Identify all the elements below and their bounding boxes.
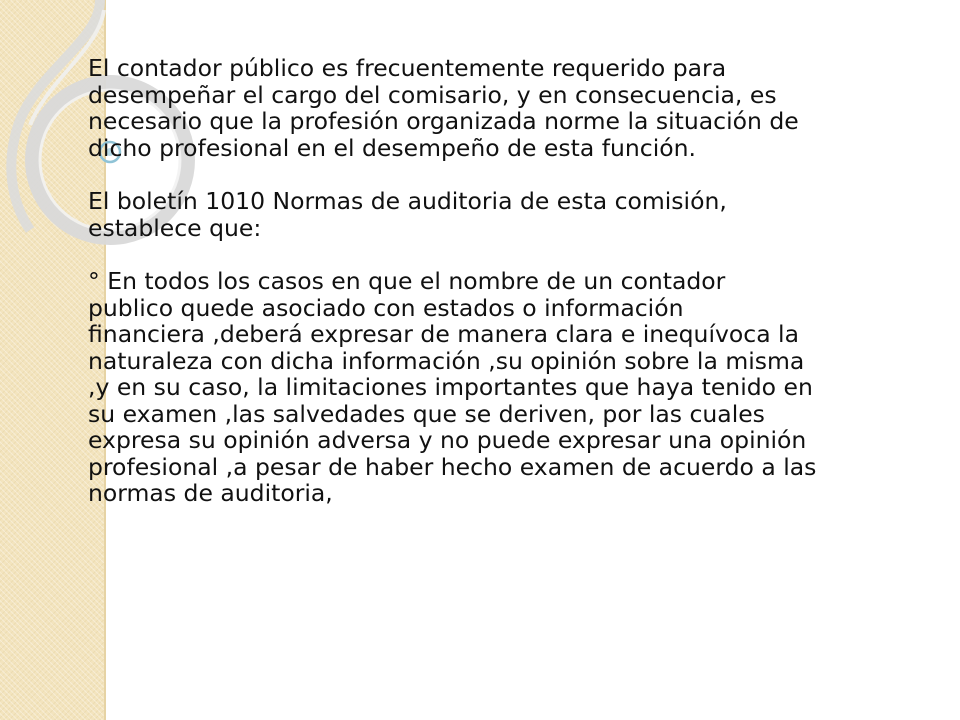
text-line: El boletín 1010 Normas de auditoria de esta comisión, <box>88 187 727 215</box>
text-line: establece que: <box>88 213 262 242</box>
paragraph-normas <box>88 268 938 507</box>
paragraph-boletin <box>88 188 938 241</box>
text-line: profesional ,a pesar de haber hecho examen de acuerdo a las <box>88 452 817 481</box>
text-line: financiera ,deberá expresar de manera clara e inequívoca la <box>88 320 799 348</box>
text-line: expresa su opinión adversa y no puede expresar una opinión <box>88 426 807 454</box>
text-line: publico quede asociado con estados o información <box>88 293 684 322</box>
text-line: naturaleza con dicha información ,su opinión sobre la misma <box>88 346 805 375</box>
text-line: ,y en su caso, la limitaciones importantes que haya tenido en <box>88 373 813 401</box>
text-line: dicho profesional en el desempeño de esta función. <box>88 133 696 162</box>
text-line: normas de auditoria, <box>88 479 333 507</box>
text-line: desempeñar el cargo del comisario, y en consecuencia, es <box>88 80 777 109</box>
text-line: necesario que la profesión organizada norme la situación de <box>88 107 799 135</box>
slide-text-body <box>88 55 938 534</box>
text-line: su examen ,las salvedades que se deriven, por las cuales <box>88 399 765 428</box>
text-line: ° En todos los casos en que el nombre de un contador <box>88 267 726 295</box>
paragraph-comisario <box>88 55 938 161</box>
text-line: El contador público es frecuentemente requerido para <box>88 54 727 82</box>
